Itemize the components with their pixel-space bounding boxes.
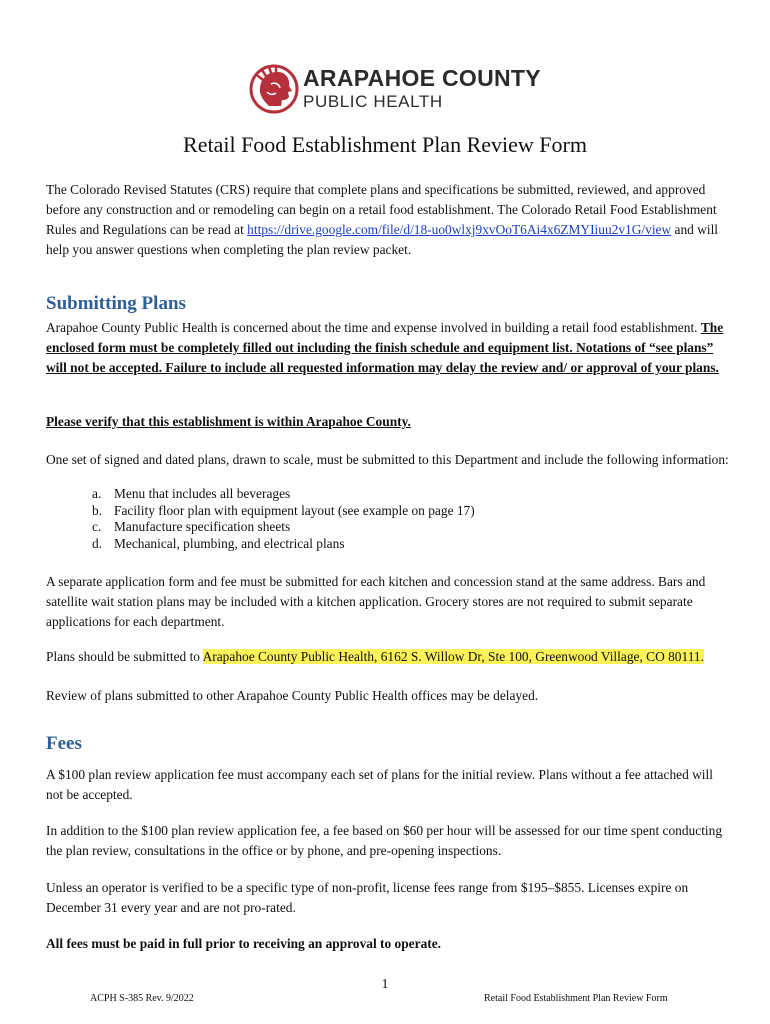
intro-paragraph — [46, 180, 731, 260]
form-requirements-notice: The enclosed form must be completely filled out including the finish schedule and equipment list. Notations of “see plans” will not be accepted. Failure to include all requested information may delay the review and/ or approval of your plans. — [46, 320, 724, 375]
submitting-paragraph — [46, 318, 731, 378]
page-number: 1 — [381, 977, 389, 992]
submitting-intro-text: Arapahoe County Public Health is concerned about the time and expense involved in building a retail food establishment. — [46, 320, 701, 335]
regulations-link[interactable]: https://drive.google.com/file/d/18-uo0wlxj9xvOoT6Ai4x6ZMYIiuu2v1G/view — [247, 222, 672, 237]
page-title: Retail Food Establishment Plan Review Form — [183, 132, 587, 157]
plans-requirements-paragraph: One set of signed and dated plans, drawn to scale, must be submitted to this Department and include the following information: — [46, 452, 729, 467]
list-marker: b. — [92, 502, 103, 518]
list-item-text: Facility floor plan with equipment layout (see example on page 17) — [114, 502, 475, 518]
separate-application-paragraph: A separate application form and fee must be submitted for each kitchen and concession stand at the same address. Bars and satellite wait station plans may be included with a kitchen application. Grocery stores are not required to submit separate applications for each department. — [46, 574, 706, 629]
list-item — [92, 486, 475, 503]
fee-paragraph-2: In addition to the $100 plan review application fee, a fee based on $60 per hour will be assessed for our time spent conducting the plan review, consultations in the office or by phone, and pre-opening inspections. — [46, 823, 723, 858]
org-name: ARAPAHOE COUNTY — [303, 65, 541, 91]
list-item — [92, 536, 475, 553]
fees-heading: Fees — [46, 733, 82, 754]
fee-paragraph-1: A $100 plan review application fee must accompany each set of plans for the initial review. Plans without a fee attached will not be accepted. — [46, 767, 713, 802]
submission-address-paragraph — [46, 647, 731, 667]
submission-address-highlight: Arapahoe County Public Health, 6162 S. Willow Dr, Ste 100, Greenwood Village, CO 80111. — [202, 649, 704, 664]
plan-items-list — [92, 486, 475, 552]
submission-address-lead: Plans should be submitted to — [46, 649, 203, 664]
intro-text-start: The Colorado Revised Statutes (CRS) require that complete plans and specifications be submitted, reviewed, and approved before any construction and or remodeling can begin on a retail food establishment. The Colorado Retail Food Establishment Rules and Regulations can be read at — [46, 182, 717, 237]
other-offices-paragraph: Review of plans submitted to other Arapahoe County Public Health offices may be delayed. — [46, 688, 539, 703]
county-logo — [249, 62, 549, 118]
submitting-plans-heading: Submitting Plans — [46, 293, 186, 314]
county-seal-icon — [249, 62, 299, 116]
list-marker: a. — [92, 486, 102, 501]
footer-form-code: ACPH S-385 Rev. 9/2022 — [90, 993, 194, 1004]
fees-paid-notice: All fees must be paid in full prior to receiving an approval to operate. — [46, 936, 442, 951]
list-marker: d. — [92, 535, 103, 551]
list-marker: c. — [92, 519, 102, 534]
list-item-text: Mechanical, plumbing, and electrical plans — [114, 535, 345, 551]
org-subtitle: PUBLIC HEALTH — [303, 92, 443, 111]
verify-county-notice: Please verify that this establishment is within Arapahoe County. — [46, 414, 411, 429]
footer-form-title: Retail Food Establishment Plan Review Form — [484, 993, 668, 1004]
list-item-text: Manufacture specification sheets — [114, 519, 291, 534]
intro-text-end: and will help you answer questions when completing the plan review packet. — [46, 222, 719, 257]
fee-paragraph-3: Unless an operator is verified to be a specific type of non-profit, license fees range from $195–$855. Licenses expire on December 31 every year and are not pro-rated. — [46, 880, 689, 915]
list-item — [92, 519, 475, 536]
list-item-text: Menu that includes all beverages — [114, 486, 291, 501]
list-item — [92, 503, 475, 520]
